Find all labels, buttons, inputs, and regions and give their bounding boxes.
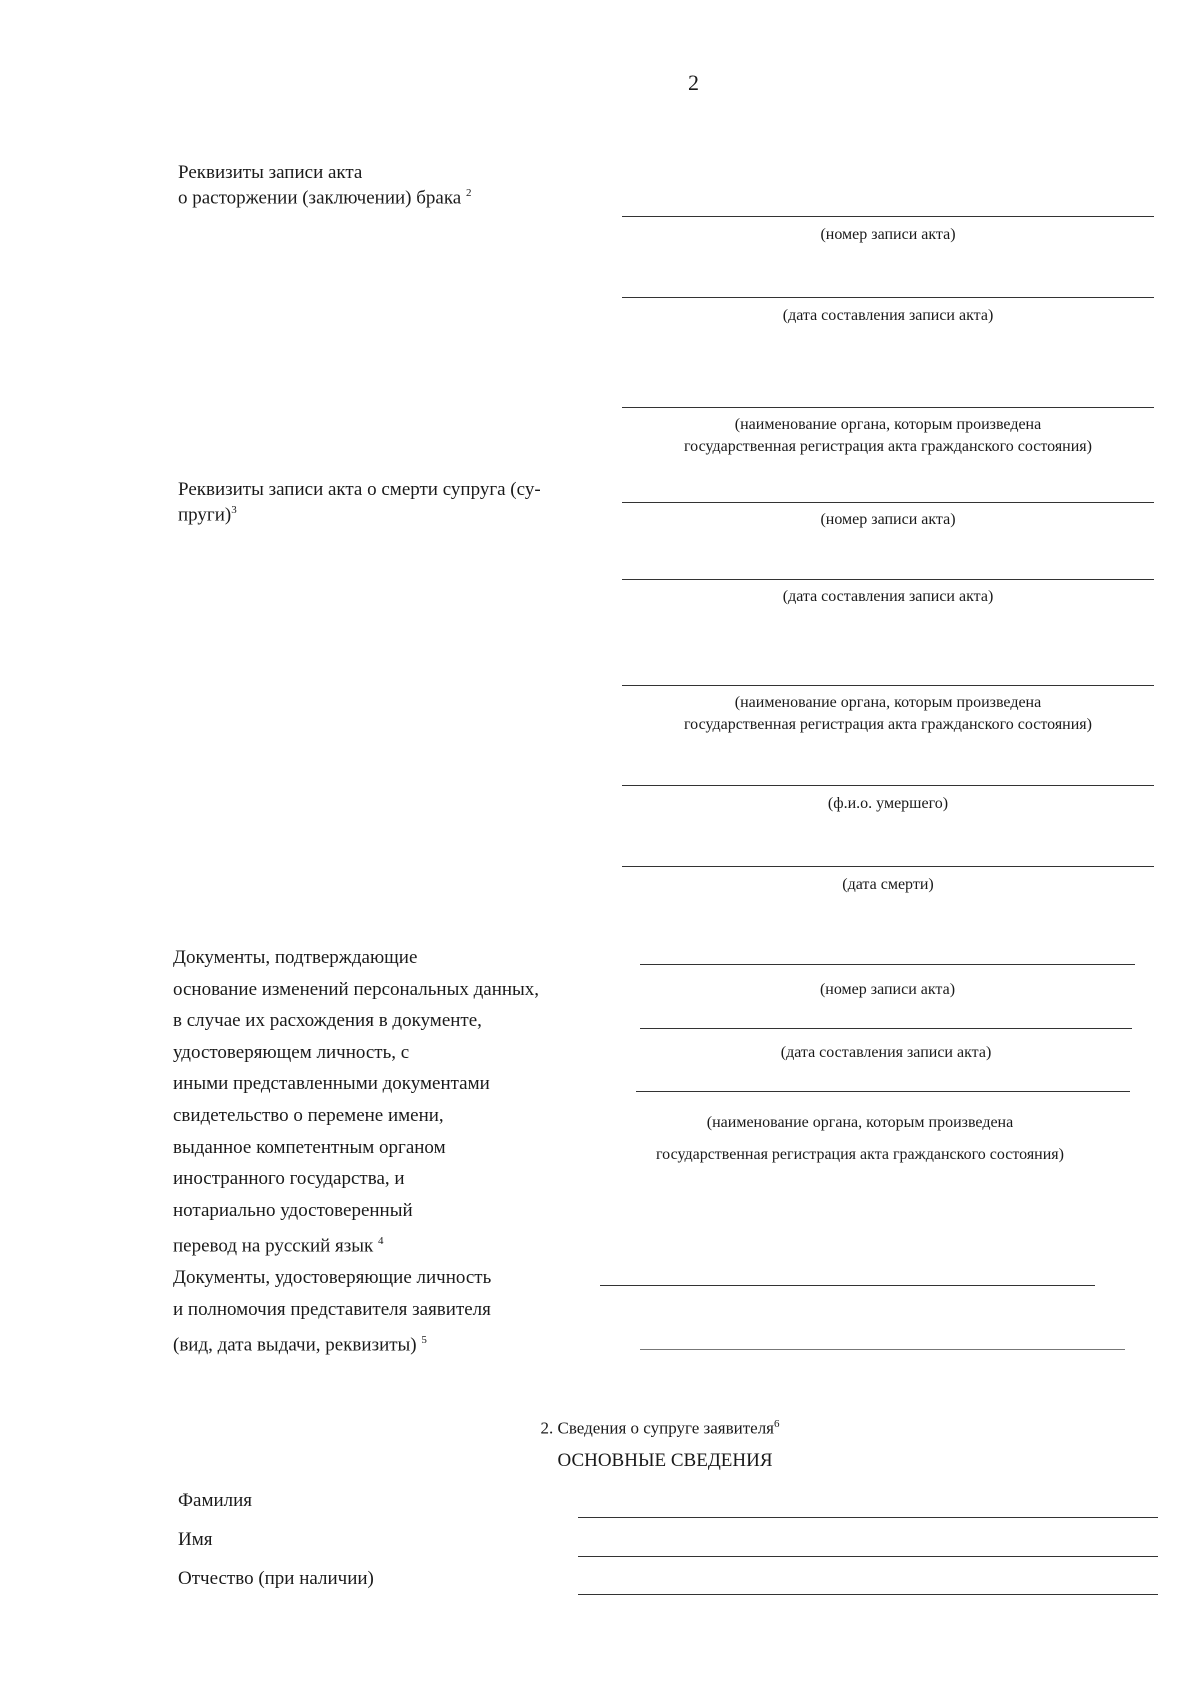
- marriage-record-org-caption-line2: государственная регистрация акта гражданского состояния): [684, 438, 1092, 455]
- deceased-name-field[interactable]: [622, 785, 1154, 786]
- supporting-docs-line: иными представленными документами: [173, 1073, 490, 1095]
- death-record-number-field[interactable]: [622, 502, 1154, 503]
- representative-docs-line: (вид, дата выдачи, реквизиты) $^5$: [173, 1334, 427, 1356]
- supporting-docs-org-caption: [590, 1107, 1130, 1171]
- footnote-3: 3: [231, 504, 237, 516]
- death-record-org-field[interactable]: [622, 685, 1154, 686]
- marriage-record-number-caption: (номер записи акта): [820, 226, 956, 243]
- marriage-record-label-line1: Реквизиты записи акта: [178, 162, 363, 183]
- footnote-5: 5: [421, 1334, 427, 1347]
- death-record-org-caption: [622, 692, 1154, 736]
- deceased-name-caption: (ф.и.о. умершего): [827, 795, 949, 812]
- death-date-field[interactable]: [622, 866, 1154, 867]
- supporting-docs-line: перевод на русский язык $^4$: [173, 1235, 384, 1257]
- death-record-date-field[interactable]: [622, 579, 1154, 580]
- supporting-docs-line: удостоверяющем личность, с: [173, 1041, 410, 1063]
- patronymic-label: Отчество (при наличии): [178, 1568, 374, 1589]
- name-field[interactable]: [578, 1556, 1158, 1557]
- supporting-docs-label: [173, 942, 613, 1262]
- supporting-docs-line: в случае их расхождения в документе,: [173, 1010, 482, 1032]
- section2-title: 2. Сведения о супруге заявителя$^6$: [540, 1418, 780, 1438]
- supporting-docs-line: нотариально удостоверенный: [173, 1199, 413, 1221]
- supporting-docs-number-field[interactable]: [640, 964, 1135, 965]
- representative-docs-line: и полномочия представителя заявителя: [173, 1298, 491, 1320]
- supporting-docs-org-caption-line2: государственная регистрация акта гражданского состояния): [656, 1146, 1064, 1163]
- section2-subtitle: ОСНОВНЫЕ СВЕДЕНИЯ: [557, 1450, 773, 1471]
- supporting-docs-line: выданное компетентным органом: [173, 1136, 446, 1158]
- marriage-record-date-field[interactable]: [622, 297, 1154, 298]
- death-record-date-caption: (дата составления записи акта): [782, 588, 994, 605]
- patronymic-field[interactable]: [578, 1594, 1158, 1595]
- name-label: Имя: [178, 1529, 213, 1550]
- representative-docs-field-1[interactable]: [600, 1285, 1095, 1286]
- marriage-record-label: [178, 162, 471, 208]
- supporting-docs-date-field[interactable]: [640, 1028, 1132, 1029]
- death-record-label-line1: Реквизиты записи акта о смерти супруга (су-: [178, 479, 541, 500]
- death-record-label: [178, 479, 541, 525]
- supporting-docs-line: основание изменений персональных данных,: [173, 978, 540, 1000]
- page-number: 2: [688, 70, 699, 95]
- surname-field[interactable]: [578, 1517, 1158, 1518]
- supporting-docs-line: Документы, подтверждающие: [173, 947, 418, 968]
- marriage-record-org-caption-line1: (наименование органа, которым произведена: [734, 416, 1042, 433]
- footnote-2: 2: [465, 187, 472, 199]
- footnote-6: 6: [774, 1418, 780, 1430]
- supporting-docs-org-field[interactable]: [636, 1091, 1130, 1092]
- supporting-docs-line: иностранного государства, и: [173, 1168, 405, 1190]
- supporting-docs-line: свидетельство о перемене имени,: [173, 1104, 444, 1126]
- death-record-org-caption-line1: (наименование органа, которым произведена: [734, 694, 1042, 711]
- marriage-record-label-line2: о расторжении (заключении) брака $^2$: [178, 187, 472, 209]
- death-record-number-caption: (номер записи акта): [820, 511, 956, 528]
- death-date-caption: (дата смерти): [842, 876, 934, 893]
- marriage-record-org-field[interactable]: [622, 407, 1154, 408]
- death-record-label-line2: пруги)$^3$: [178, 504, 237, 526]
- marriage-record-number-field[interactable]: [622, 216, 1154, 217]
- footnote-4: 4: [378, 1235, 384, 1248]
- representative-docs-line: Документы, удостоверяющие личность: [173, 1267, 492, 1288]
- surname-label: Фамилия: [178, 1490, 253, 1511]
- supporting-docs-date-caption: (дата составления записи акта): [780, 1044, 992, 1061]
- supporting-docs-org-caption-line1: (наименование органа, которым произведена: [706, 1114, 1014, 1131]
- marriage-record-org-caption: [622, 414, 1154, 458]
- death-record-org-caption-line2: государственная регистрация акта гражданского состояния): [684, 716, 1092, 733]
- representative-docs-label: [173, 1262, 613, 1361]
- representative-docs-field-2[interactable]: [640, 1349, 1125, 1350]
- marriage-record-date-caption: (дата составления записи акта): [782, 307, 994, 324]
- supporting-docs-number-caption: (номер записи акта): [819, 981, 956, 998]
